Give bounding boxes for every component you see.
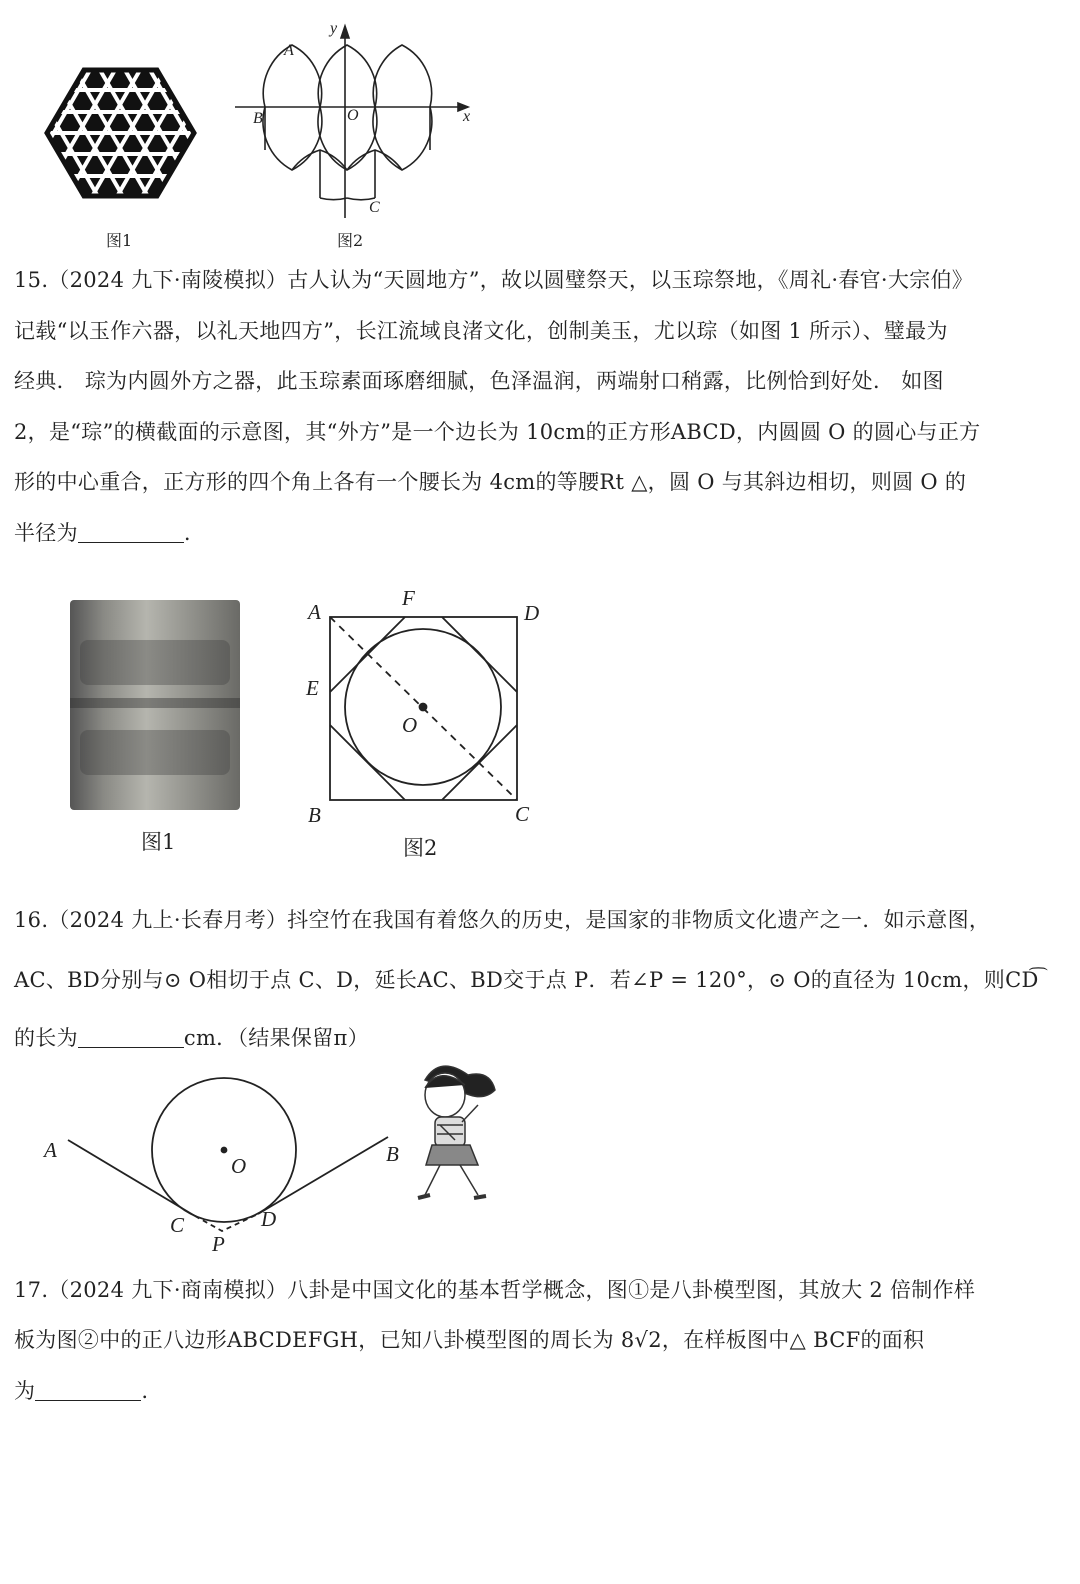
point-label-b: B xyxy=(308,803,321,827)
question-text-line: 经典． 琮为内圆外方之器，此玉琮素面琢磨细腻，色泽温润，两端射口稍露，比例恰到好处． 如图 xyxy=(14,369,944,393)
question-text-line: 记载“以玉作六器，以礼天地四方”，长江流域良渚文化，创制美玉，尤以琮（如图 1 所示）、璧最为 xyxy=(14,319,948,343)
point-label-a: A xyxy=(44,1138,57,1162)
point-label-c: C xyxy=(170,1213,185,1237)
answer-blank[interactable] xyxy=(35,1379,141,1401)
axis-label-y: y xyxy=(330,20,338,37)
question-text-line: 形的中心重合，正方形的四个角上各有一个腰长为 4cm的等腰Rt △，圆 O 与其斜边相切，则圆 O 的 xyxy=(14,470,967,494)
text: 为 xyxy=(14,1379,36,1403)
point-label-e: E xyxy=(306,676,319,700)
point-label-b: B xyxy=(253,110,263,127)
question-text-line: 17.（2024 九下·商南模拟）八卦是中国文化的基本哲学概念，图①是八卦模型图，其放大 2 倍制作样 xyxy=(14,1278,976,1302)
point-label-o: O xyxy=(231,1154,247,1178)
point-label-c: C xyxy=(369,199,380,216)
point-label-f: F xyxy=(402,586,415,610)
question-text-line: 15.（2024 九下·南陵模拟）古人认为“天圆地方”，故以圆璧祭天，以玉琮祭地，《周礼·春官·大宗伯》 xyxy=(14,268,974,292)
axis-label-x: x xyxy=(463,108,471,125)
figure-caption: 图1 xyxy=(141,830,176,854)
point-label-a: A xyxy=(308,600,321,624)
figure-caption: 图2 xyxy=(337,231,364,250)
point-label-d: D xyxy=(524,601,540,625)
figure-caption: 图2 xyxy=(403,836,438,860)
text: . xyxy=(183,521,191,545)
text: . xyxy=(141,1379,149,1403)
point-label-d: D xyxy=(261,1207,277,1231)
question-text-line xyxy=(14,1375,148,1405)
point-label-b: B xyxy=(386,1142,399,1166)
question-text-line: 2，是“琮”的横截面的示意图，其“外方”是一个边长为 10cm的正方形ABCD，内圆圆 O 的圆心与正方 xyxy=(14,420,981,444)
text: 半径为 xyxy=(14,521,78,545)
point-label-p: P xyxy=(212,1232,225,1256)
point-label-o: O xyxy=(402,713,418,737)
question-text-line: 板为图②中的正八边形ABCDEFGH，已知八卦模型图的周长为 8√2，在样板图中△ BCF的面积 xyxy=(14,1328,925,1352)
point-label-c: C xyxy=(515,802,530,826)
figure-caption: 图1 xyxy=(106,231,133,250)
point-label-o: O xyxy=(347,107,359,124)
text: 的长为 xyxy=(14,1026,78,1050)
question-text-line: AC、BD分别与⊙ O相切于点 C、D，延长AC、BD交于点 P．若∠P = 120°，⊙ O的直径为 10cm，则CD͡ xyxy=(14,968,1039,992)
question-text-line: 16.（2024 九上·长春月考）抖空竹在我国有着悠久的历史，是国家的非物质文化遗产之一．如示意图， xyxy=(14,908,991,932)
text: cm．（结果保留π） xyxy=(183,1026,369,1050)
point-label-a: A xyxy=(284,42,294,59)
